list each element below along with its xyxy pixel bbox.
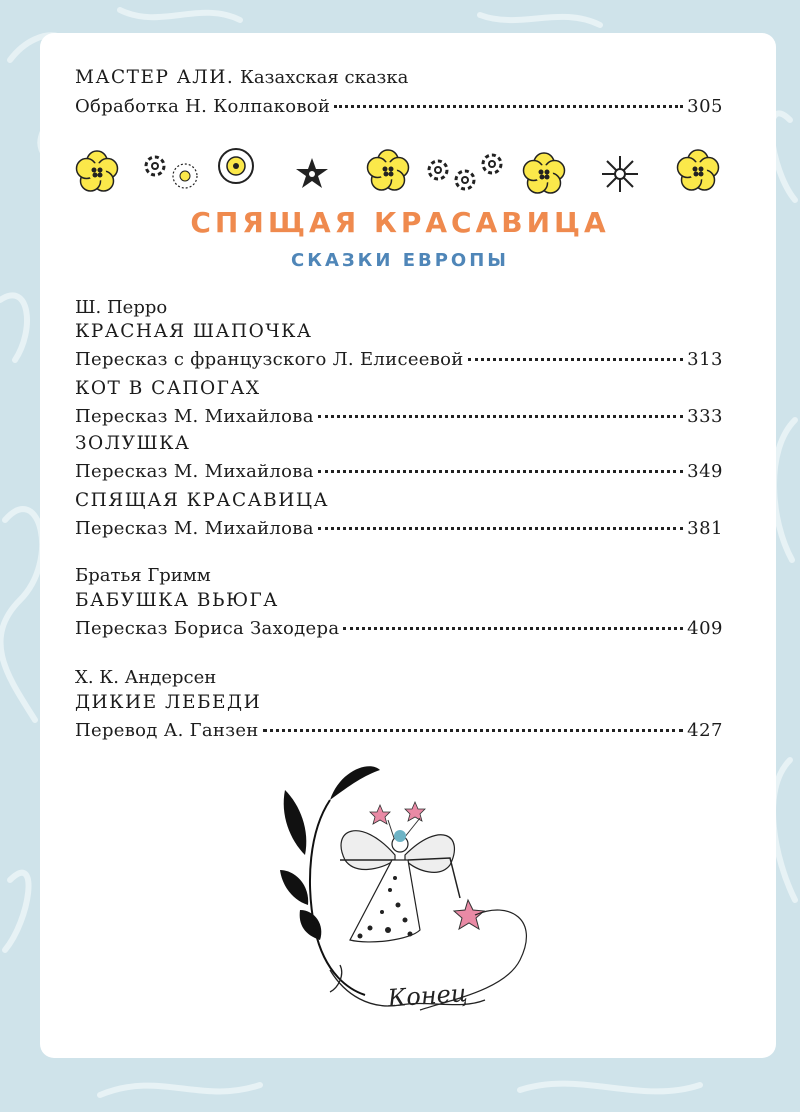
page-number: 313 bbox=[687, 349, 723, 370]
tale-title: СПЯЩАЯ КРАСАВИЦА bbox=[75, 490, 329, 511]
leader-dots bbox=[334, 104, 683, 108]
toc-entry bbox=[75, 489, 723, 541]
page-number: 381 bbox=[687, 518, 723, 539]
tale-credit: Пересказ Бориса Заходера bbox=[75, 618, 340, 639]
tale-credit: Пересказ М. Михайлова bbox=[75, 406, 314, 427]
section-subtitle: СКАЗКИ ЕВРОПЫ bbox=[291, 250, 509, 271]
leader-dots bbox=[318, 526, 683, 530]
leader-dots bbox=[343, 626, 683, 630]
author-andersen: Х. К. Андерсен bbox=[75, 667, 217, 688]
leader-dots bbox=[318, 469, 683, 473]
toc-entry-master-ali bbox=[75, 66, 723, 119]
tale-title: ДИКИЕ ЛЕБЕДИ bbox=[75, 692, 262, 713]
signature-text: Конец bbox=[386, 979, 469, 1013]
page-number: 305 bbox=[687, 96, 723, 117]
tale-title: ЗОЛУШКА bbox=[75, 433, 191, 454]
page-number: 333 bbox=[687, 406, 723, 427]
author-grimm: Братья Гримм bbox=[75, 565, 211, 586]
leader-dots bbox=[468, 357, 684, 361]
toc-entry bbox=[75, 589, 723, 641]
tale-subtitle: Казахская сказка bbox=[239, 67, 409, 88]
toc-entry bbox=[75, 320, 723, 372]
tale-title: МАСТЕР АЛИ. bbox=[75, 67, 235, 88]
tale-credit: Обработка Н. Колпаковой bbox=[75, 96, 331, 117]
tale-credit: Перевод А. Ганзен bbox=[75, 720, 259, 741]
toc-entry bbox=[75, 691, 723, 743]
section-title: СПЯЩАЯ КРАСАВИЦА bbox=[190, 206, 610, 239]
tale-title: КОТ В САПОГАХ bbox=[75, 378, 261, 399]
flower-border-icon bbox=[60, 138, 740, 208]
page-number: 427 bbox=[687, 720, 723, 741]
fairy-illustration-icon bbox=[270, 760, 560, 1050]
tale-title: БАБУШКА ВЬЮГА bbox=[75, 590, 279, 611]
tale-credit: Пересказ с французского Л. Елисеевой bbox=[75, 349, 464, 370]
toc-entry bbox=[75, 377, 723, 429]
leader-dots bbox=[263, 728, 684, 732]
author-perrault: Ш. Перро bbox=[75, 297, 168, 318]
tale-credit: Пересказ М. Михайлова bbox=[75, 518, 314, 539]
tale-credit: Пересказ М. Михайлова bbox=[75, 461, 314, 482]
page-number: 409 bbox=[687, 618, 723, 639]
leader-dots bbox=[318, 414, 683, 418]
page-number: 349 bbox=[687, 461, 723, 482]
tale-title: КРАСНАЯ ШАПОЧКА bbox=[75, 321, 313, 342]
toc-entry bbox=[75, 432, 723, 484]
